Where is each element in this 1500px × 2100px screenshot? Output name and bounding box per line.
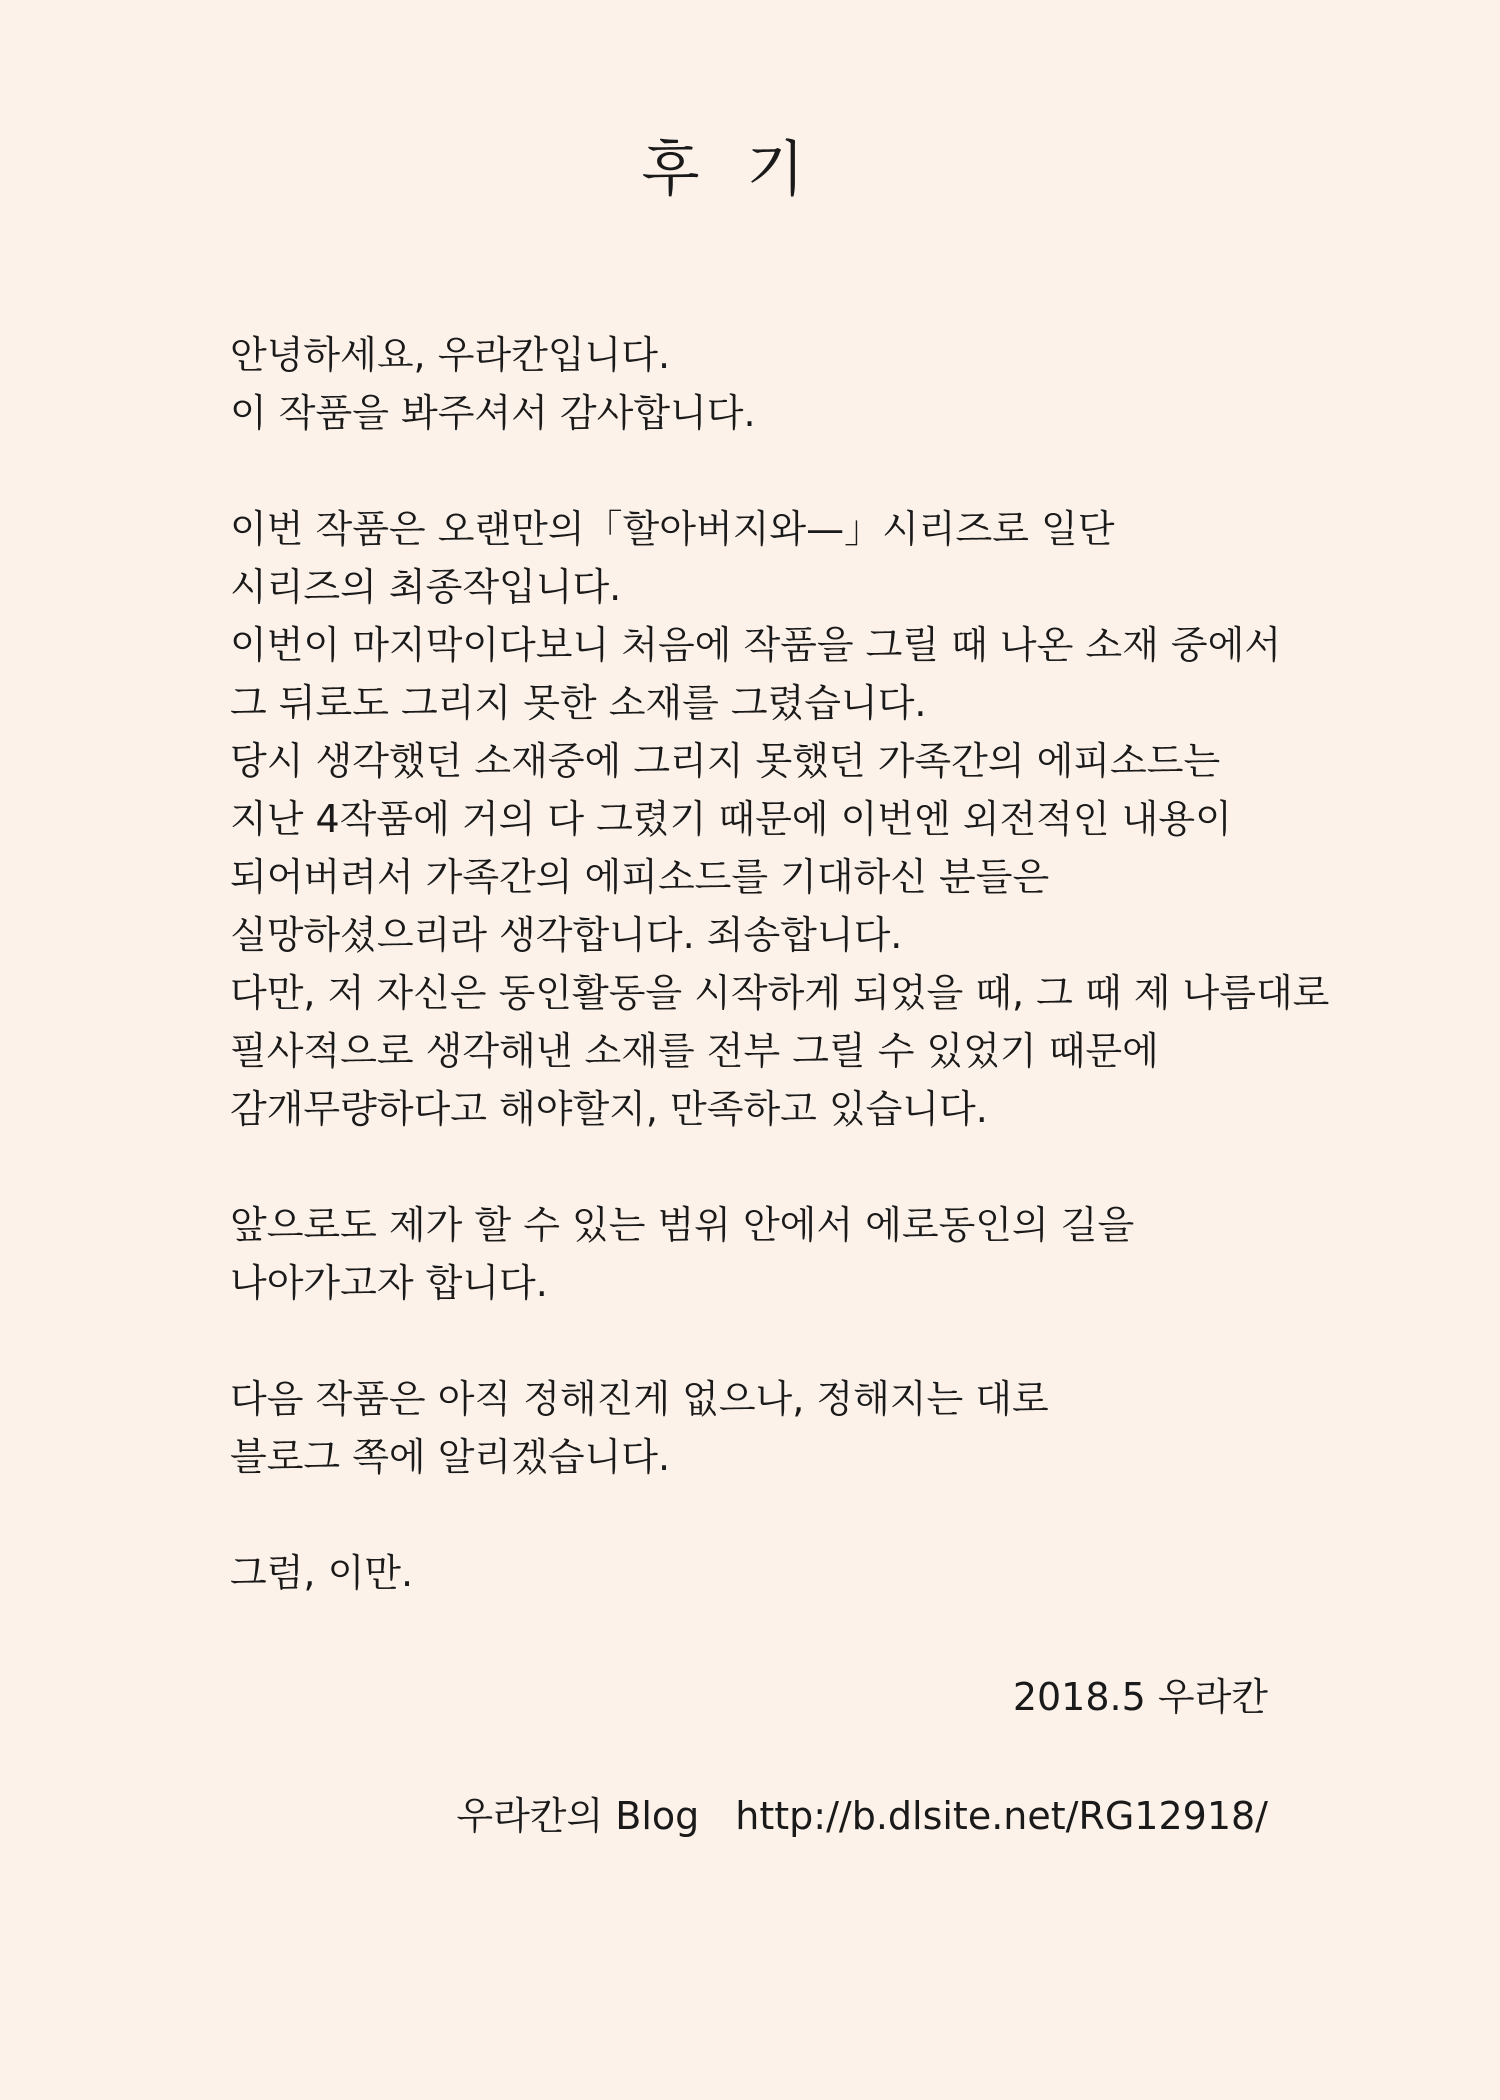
afterword-body (230, 326, 1430, 1602)
text-line: 블로그 쪽에 알리겠습니다. (230, 1435, 671, 1479)
text-line: 앞으로도 제가 할 수 있는 범위 안에서 에로동인의 길을 (230, 1203, 1135, 1247)
text-line: 당시 생각했던 소재중에 그리지 못했던 가족간의 에피소드는 (230, 739, 1221, 783)
text-line: 다만, 저 자신은 동인활동을 시작하게 되었을 때, 그 때 제 나름대로 (230, 971, 1330, 1015)
text-line: 되어버려서 가족간의 에피소드를 기대하신 분들은 (230, 855, 1050, 899)
text-line: 그 뒤로도 그리지 못한 소재를 그렸습니다. (230, 681, 927, 725)
blog-line (0, 1787, 1268, 1845)
text-line: 필사적으로 생각해낸 소재를 전부 그릴 수 있었기 때문에 (230, 1029, 1159, 1073)
text-line: 그럼, 이만. (230, 1551, 414, 1595)
paragraph-greeting (230, 326, 1430, 442)
page-title: 후 기 (641, 135, 819, 205)
text-line: 나아가고자 합니다. (230, 1261, 548, 1305)
paragraph-closing (230, 1544, 1430, 1602)
text-line: 감개무량하다고 해야할지, 만족하고 있습니다. (230, 1087, 988, 1131)
paragraph-next-work (230, 1370, 1430, 1486)
paragraph-future (230, 1196, 1430, 1312)
paragraph-about-work (230, 500, 1430, 1138)
text-line: 이번 작품은 오랜만의「할아버지와—」시리즈로 일단 (230, 507, 1115, 551)
text-line: 이 작품을 봐주셔서 감사합니다. (230, 391, 756, 435)
text-line: 지난 4작품에 거의 다 그렸기 때문에 이번엔 외전적인 내용이 (230, 797, 1232, 841)
text-line: 다음 작품은 아직 정해진게 없으나, 정해지는 대로 (230, 1377, 1049, 1421)
signature: 2018.5 우라칸 (1012, 1675, 1268, 1719)
text-line: 실망하셨으리라 생각합니다. 죄송합니다. (230, 913, 903, 957)
text-line: 이번이 마지막이다보니 처음에 작품을 그릴 때 나온 소재 중에서 (230, 623, 1282, 667)
text-line: 시리즈의 최종작입니다. (230, 565, 622, 609)
blog-url: http://b.dlsite.net/RG12918/ (735, 1794, 1268, 1838)
blog-label: 우라칸의 Blog (456, 1794, 700, 1838)
text-line: 안녕하세요, 우라칸입니다. (230, 333, 671, 377)
